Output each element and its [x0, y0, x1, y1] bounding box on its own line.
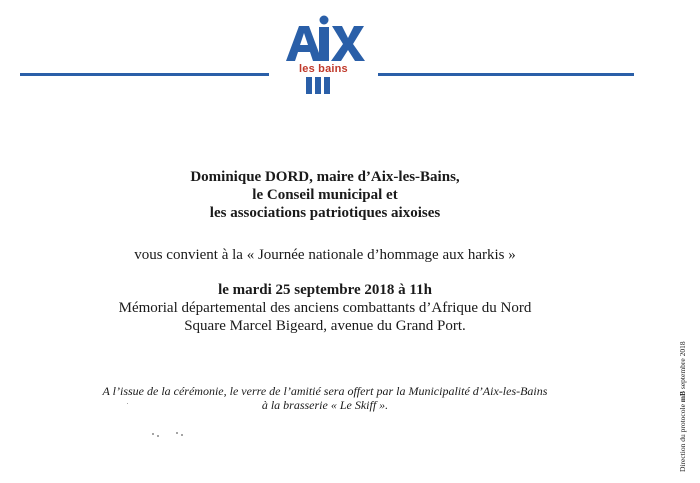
side-note-initials: mB — [678, 390, 687, 403]
scan-speck — [176, 432, 178, 434]
host-council: le Conseil municipal et — [252, 187, 398, 203]
host-mayor: Dominique DORD, maire d’Aix-les-Bains, — [190, 169, 460, 185]
location-address: Square Marcel Bigeard, avenue du Grand Port. — [184, 318, 466, 334]
protocol-side-note — [678, 302, 687, 472]
host-associations: les associations patriotiques aixoises — [209, 205, 441, 221]
side-note-prefix: Direction du protocole — [678, 404, 687, 472]
header-rule-left — [20, 73, 269, 76]
aix-les-bains-logo — [280, 14, 370, 98]
scan-speck — [152, 433, 154, 435]
location-memorial: Mémorial départemental des anciens combattants d’Afrique du Nord — [118, 300, 532, 316]
reception-note — [0, 384, 650, 412]
invitation-text: vous convient à la « Journée nationale d’hommage aux harkis » — [134, 247, 516, 263]
reception-line-1: A l’issue de la cérémonie, le verre de l’amitié sera offert par la Municipalité d’Aix-les-Bains — [102, 384, 548, 398]
hosts-block — [0, 168, 650, 222]
event-date: le mardi 25 septembre 2018 à 11h — [218, 282, 432, 298]
event-location — [0, 299, 650, 335]
logo-tagline: les bains — [299, 63, 348, 75]
side-note-suffix: septembre 2018 — [678, 341, 687, 390]
scan-speck — [157, 435, 159, 437]
header-rule-right — [378, 73, 634, 76]
scan-speck — [181, 434, 183, 436]
reception-line-2: à la brasserie « Le Skiff ». — [261, 398, 389, 412]
scan-speck — [127, 403, 128, 404]
